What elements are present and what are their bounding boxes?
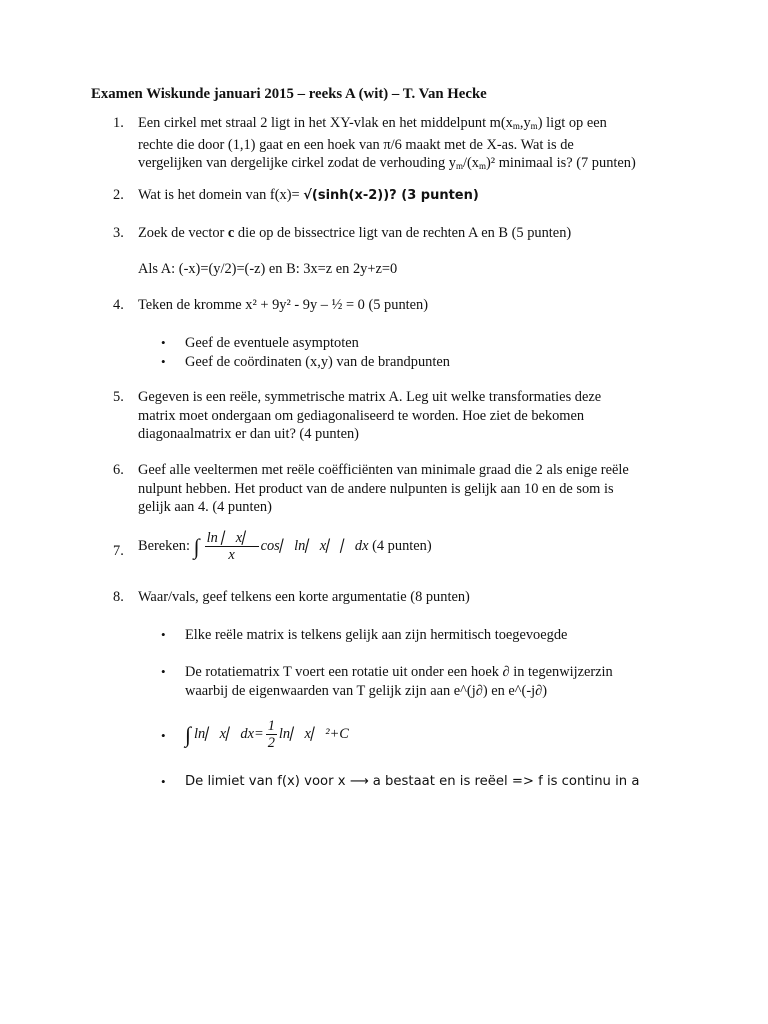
question-text: Wat is het domein van f(x)= √(sinh(x-2))? (3 punten): [138, 187, 479, 203]
exam-page: Examen Wiskunde januari 2015 – reeks A (wit) – T. Van Hecke 1. Een cirkel met straal 2 ligt in het XY-vlak en het middelpunt $m(x_m,y_m)$ ligt op een rechte die door (1,1) gaat en een hoek van π/6 maakt met de X-as. Wat is de vergelijken van dergelijke cirkel zodat de verhouding $y_m/(x_m)^2$ minimaal is? (7 punten) 2. Wat is het domein van f(x)= √(sinh(x-2))? (3 punten) 3. Zoek de vector c die op de bissectrice ligt van de rechten A en B (5 punten) Als A: (-x)=(y/2)=(-z) en B: 3x=z en 2y+z=0 4. Teken de kromme x² + 9y² - 9y – ½ = 0 (5 punten) • Geef de eventuele asymptoten • Geef de coördinaten (x,y) van de brandpunten 5. Gegeven is een reële, symmetrische matrix A. Leg uit welke transformaties deze matrix moet ondergaan om gediagonaliseerd te worden. Hoe ziet de bekomen diagonaalmatrix er dan uit? (4 punten) 6. Geef alle veeltermen met reële coëfficiënten van minimale graad die 2 als enige reële nulpunt hebben. Het product van de andere nulpunten is gelijk aan 10 en de som is gelijk aan 4. (4 punten) 7. Bereken: ∫ $\frac{\ln ⎸x⎸}{x}$ cos⎸ln⎸x⎸⎸dx (4 punten) 8. Waar/vals, geef telkens een korte argumentatie (8 punten) • Elke reële matrix is telkens gelijk aan zijn hermitisch toegevoegde • De rotatiematrix T voert een rotatie uit onder een hoek ∂ in tegenwijzerzin waarbij de eigenwaarden van T gelijk zijn aan e^(j∂) en e^(-j∂) • ∫ ln⎸x⎸dx= $\frac{1}{2}$ ln⎸x⎸²+C • De limiet van f(x) voor x ⟶ a bestaat en is reëel => f is continu in a: [0, 0, 768, 1024]
bullet-icon: •: [161, 664, 166, 679]
fraction: $\frac{\ln ⎸x⎸}{x}$: [206, 530, 257, 563]
question-number: 2.: [113, 187, 124, 203]
question-number: 7.: [113, 543, 124, 559]
question-text: Een cirkel met straal 2 ligt in het XY-vlak en het middelpunt $m(x_m,y_m)$ ligt op een rechte die door (1,1) gaat en een hoek van π/6 maakt met de X-as. Wat is de vergelijken van dergelijke cirkel zodat de verhouding $y_m/(x_m)^2$ minimaal is? (7 punten): [138, 115, 636, 172]
question-number: 4.: [113, 297, 124, 313]
integral-symbol: ∫: [185, 721, 192, 747]
question-number: 1.: [113, 115, 124, 131]
question-text: Gegeven is een reële, symmetrische matrix A. Leg uit welke transformaties deze matrix moet ondergaan om gediagonaliseerd te worden. Hoe ziet de bekomen diagonaalmatrix er dan uit? (4 punten): [138, 389, 602, 443]
question-3-definition: Als A: (-x)=(y/2)=(-z) en B: 3x=z en 2y+z=0: [138, 261, 398, 277]
question-number: 3.: [113, 225, 124, 241]
question-number: 8.: [113, 589, 124, 605]
bullet-icon: •: [161, 728, 166, 743]
bullet-icon: •: [161, 627, 166, 642]
bullet-icon: •: [161, 774, 166, 789]
fraction: $\frac{1}{2}$: [267, 718, 275, 751]
exam-title: Examen Wiskunde januari 2015 – reeks A (wit) – T. Van Hecke: [91, 86, 487, 102]
question-number: 6.: [113, 462, 124, 478]
question-text: Teken de kromme x² + 9y² - 9y – ½ = 0 (5 punten): [138, 297, 429, 313]
vector-c: c: [227, 225, 235, 241]
question-text: Zoek de vector c die op de bissectrice ligt van de rechten A en B (5 punten): [138, 225, 572, 241]
question-text: Bereken: ∫ $\frac{\ln ⎸x⎸}{x}$ cos⎸ln⎸x⎸⎸dx (4 punten): [138, 530, 432, 563]
question-text: Waar/vals, geef telkens een korte argumentatie (8 punten): [138, 589, 470, 605]
integral-symbol: ∫: [193, 533, 200, 559]
bullet-icon: •: [161, 335, 166, 350]
bullet-icon: •: [161, 354, 166, 369]
question-number: 5.: [113, 389, 124, 405]
question-text: Geef alle veeltermen met reële coëfficiënten van minimale graad die 2 als enige reële nulpunt hebben. Het product van de andere nulpunten is gelijk aan 10 en de som is gelijk aan 4. (4 punten): [138, 462, 629, 516]
